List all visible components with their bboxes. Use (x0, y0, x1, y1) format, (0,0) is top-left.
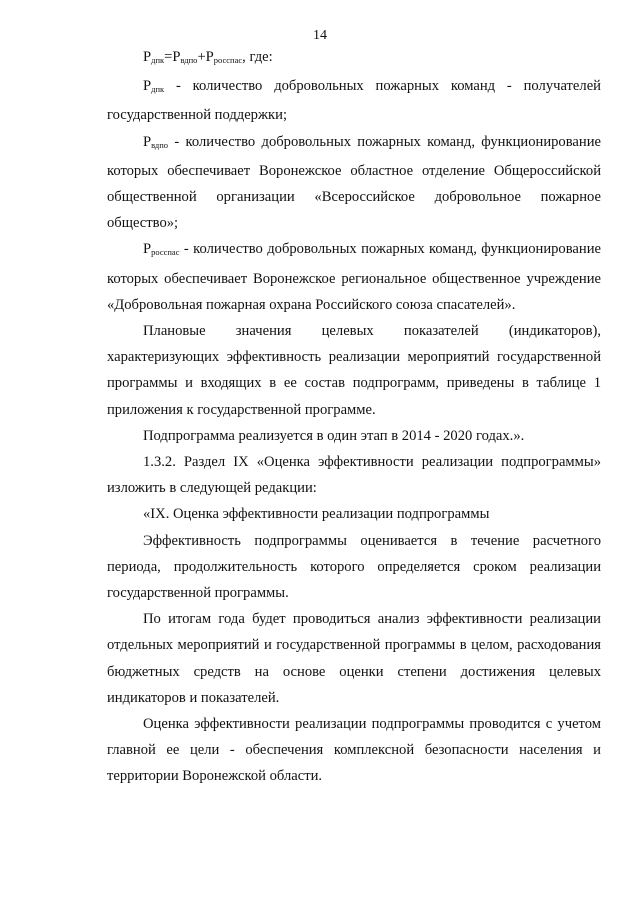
paragraph-analysis: По итогам года будет проводиться анализ эффективности реализации отдельных мероприятий и государственной программы в целом, расходования бюджетных средств на основе оценки степени достижения целевых индикаторов и показателей. (107, 611, 601, 706)
paragraph-section-amendment: 1.3.2. Раздел IX «Оценка эффективности реализации подпрограммы» изложить в следующей редакции: (107, 454, 601, 497)
formula-symbol: P (172, 49, 181, 65)
formula-symbol: P (205, 49, 214, 65)
formula-tail: , где: (242, 49, 273, 65)
definition-subscript: росспас (151, 247, 180, 258)
definition-rosspas (107, 236, 601, 318)
page-number: 14 (313, 28, 327, 43)
formula-subscript-dpk: дпк (151, 55, 165, 65)
formula-plus: + (197, 49, 206, 65)
definition-symbol: P (143, 78, 152, 95)
definition-text: - количество добровольных пожарных команд, функционирование которых обеспечивает Воронежское областное отделение Общероссийской общественной организации «Всероссийское добровольное пожарное общество»; (107, 133, 601, 232)
definition-text: - количество добровольных пожарных команд - получателей государственной поддержки; (107, 78, 601, 124)
document-body (107, 44, 601, 790)
formula-equals: = (164, 49, 173, 65)
formula-symbol: P (143, 49, 152, 65)
formula-subscript-vdpo: вдпо (180, 55, 198, 65)
paragraph-planned-values: Плановые значения целевых показателей (индикаторов), характеризующих эффективность реализации мероприятий государственной программы и входящих в ее состав подпрограмм, приведены в таблице 1 приложения к государственной программе. (107, 323, 601, 418)
definition-vdpo (107, 129, 601, 237)
definition-subscript: вдпо (151, 139, 169, 150)
paragraph-effectiveness: Эффективность подпрограммы оценивается в течение расчетного периода, продолжительность которого определяется сроком реализации государственной программы. (107, 532, 601, 602)
paragraph-assessment: Оценка эффективности реализации подпрограммы проводится с учетом главной ее цели - обеспечения комплексной безопасности населения и территории Воронежской области. (107, 716, 601, 785)
definition-text: - количество добровольных пожарных команд, функционирование которых обеспечивает Воронежское региональное общественное учреждение «Добровольная пожарная охрана Российского союза спасателей». (107, 241, 601, 313)
paragraph-stage: Подпрограмма реализуется в один этап в 2014 - 2020 годах.». (143, 427, 525, 444)
definition-symbol: P (143, 241, 152, 258)
definition-subscript: дпк (151, 84, 165, 95)
formula-subscript-rosspas: росспас (213, 55, 243, 65)
definition-symbol: P (143, 133, 152, 150)
formula-line (107, 44, 601, 73)
definition-dpk (107, 73, 601, 128)
section-heading: «IX. Оценка эффективности реализации подпрограммы (143, 506, 490, 523)
